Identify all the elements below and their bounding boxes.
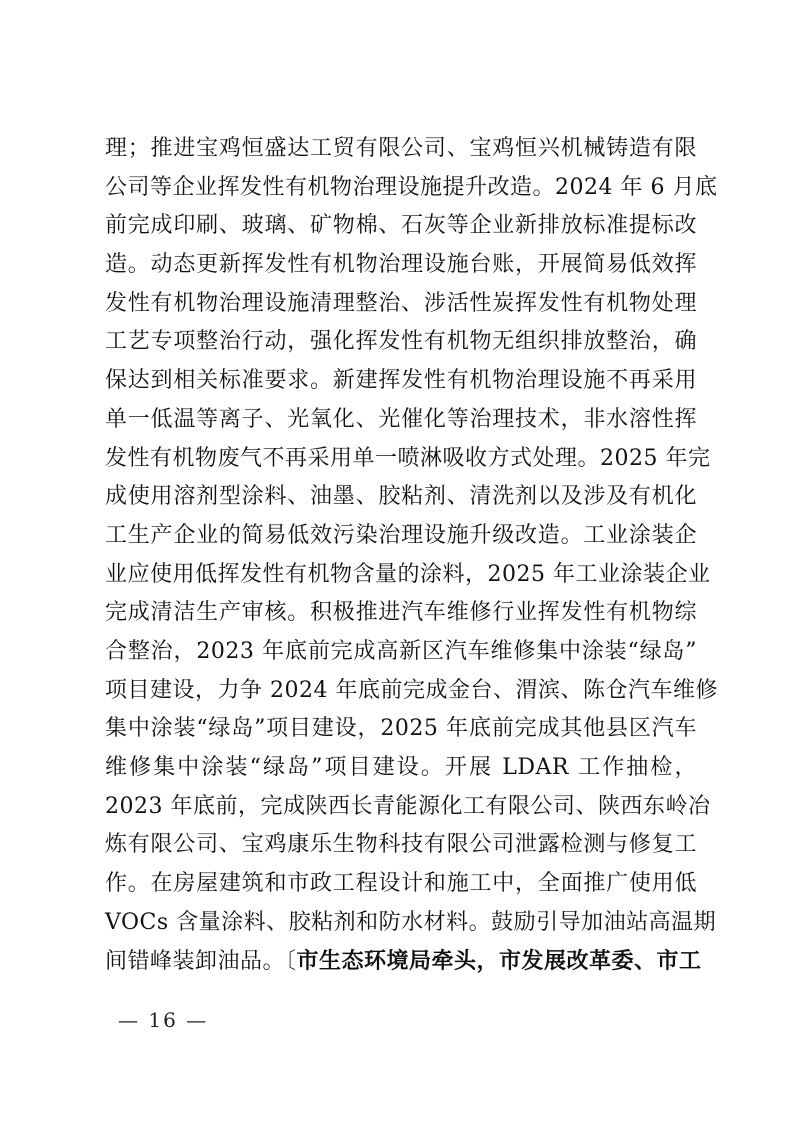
text-line-1: 理；推进宝鸡恒盛达工贸有限公司、宝鸡恒兴机械铸造有限 [105,136,697,161]
body-text [105,130,718,981]
text-line-22 [105,942,702,981]
text-line-5: 发性有机物治理设施清理整治、涉活性炭挥发性有机物处理 [105,290,697,316]
text-line-10: 成使用溶剂型涂料、油墨、胶粘剂、清洗剂以及涉及有机化 [105,484,697,510]
text-line-22-normal: 间错峰装卸油品。〔 [105,949,297,975]
text-line-20: 作。在房屋建筑和市政工程设计和施工中，全面推广使用低 [105,871,697,897]
text-line-19: 炼有限公司、宝鸡康乐生物科技有限公司泄露检测与修复工 [105,832,697,858]
text-line-21: VOCs 含量涂料、胶粘剂和防水材料。鼓励引导加油站高温期 [105,909,717,935]
text-line-6: 工艺专项整治行动，强化挥发性有机物无组织排放整治，确 [105,329,697,355]
text-line-17: 维修集中涂装“绿岛”项目建设。开展 LDAR 工作抽检， [105,755,697,780]
text-line-16: 集中涂装“绿岛”项目建设，2025 年底前完成其他县区汽车 [105,716,697,742]
text-line-3: 前完成印刷、玻璃、矿物棉、石灰等企业新排放标准提标改 [105,213,697,239]
text-line-13: 完成清洁生产审核。积极推进汽车维修行业挥发性有机物综 [105,600,697,626]
text-line-12: 业应使用低挥发性有机物含量的涂料，2025 年工业涂装企业 [105,561,711,587]
text-line-11: 工生产企业的简易低效污染治理设施升级改造。工业涂装企 [105,522,697,548]
text-line-2: 公司等企业挥发性有机物治理设施提升改造。2024 年 6 月底 [105,174,718,200]
responsible-party-text: 市生态环境局牵头，市发展改革委、市工 [296,948,702,975]
text-line-18: 2023 年底前，完成陕西长青能源化工有限公司、陕西东岭冶 [105,793,711,819]
text-line-14: 合整治，2023 年底前完成高新区汽车维修集中涂装“绿岛” [105,638,697,664]
text-line-9: 发性有机物废气不再采用单一喷淋吸收方式处理。2025 年完 [105,445,711,471]
page-number: — 16 — [118,1008,209,1032]
text-line-15: 项目建设，力争 2024 年底前完成金台、渭滨、陈仓汽车维修 [105,677,718,703]
text-line-7: 保达到相关标准要求。新建挥发性有机物治理设施不再采用 [105,368,697,394]
text-line-4: 造。动态更新挥发性有机物治理设施台账，开展简易低效挥 [105,252,697,278]
text-line-8: 单一低温等离子、光氧化、光催化等治理技术，非水溶性挥 [105,406,697,432]
